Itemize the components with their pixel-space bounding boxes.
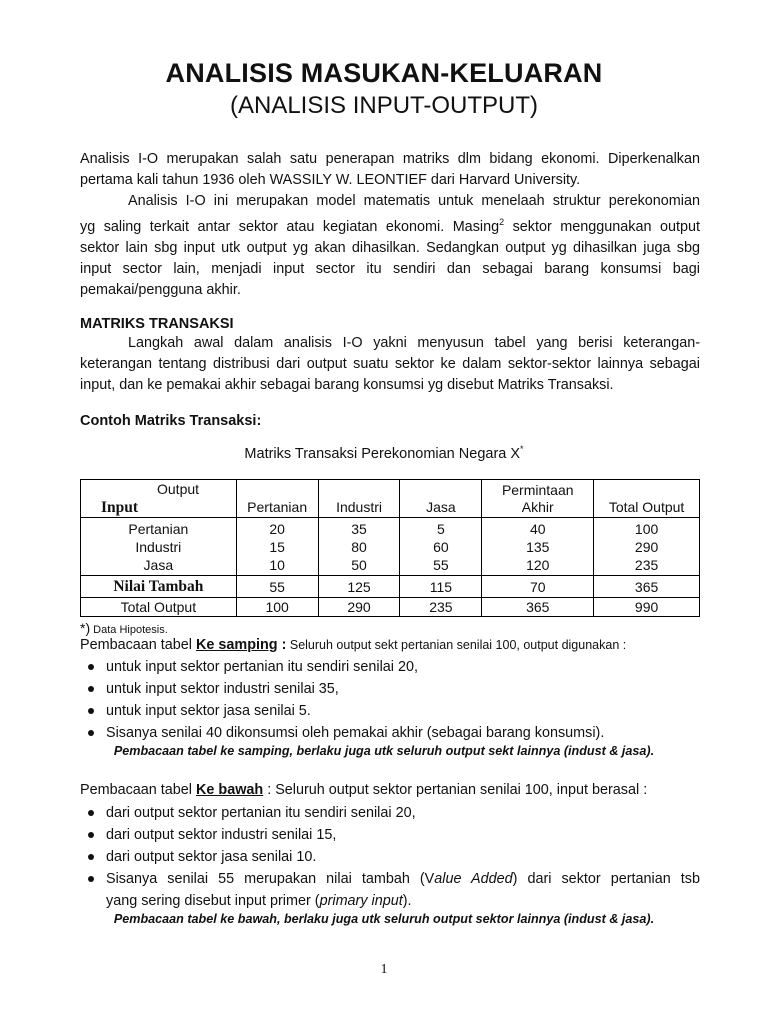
table-header-row — [81, 480, 700, 518]
table-cell: 55 — [236, 576, 318, 598]
list-item: dari output sektor pertanian itu sendiri senilai 20, — [80, 802, 700, 824]
list-item: untuk input sektor jasa senilai 5. — [80, 700, 604, 722]
table-cell: 115 — [400, 576, 482, 598]
total-output-row — [81, 598, 700, 617]
intro-line: pemakai/pengguna akhir. — [80, 281, 241, 298]
intro-line: sektor lain sbg input utk output yg akan dihasilkan. Sedangkan output yg dihasilkan juga sbg — [80, 239, 700, 256]
table-cell: 365 — [594, 576, 700, 598]
header-jasa: Jasa — [400, 480, 482, 518]
header-permintaan-akhir: Permintaan Akhir — [482, 480, 594, 518]
bawah-intro: Pembacaan tabel Ke bawah : Seluruh output sektor pertanian senilai 100, input berasal : — [80, 782, 648, 798]
list-item: Sisanya senilai 55 merupakan nilai tambah (Value Added) dari sektor pertanian tsb yang sering disebut input primer (primary input). — [80, 868, 700, 912]
nilai-tambah-label: Nilai Tambah — [81, 576, 237, 598]
col-industri: 35 80 50 — [318, 518, 400, 576]
header-total-output: Total Output — [594, 480, 700, 518]
samping-list — [80, 656, 604, 744]
table-cell: 235 — [400, 598, 482, 617]
nilai-tambah-row — [81, 576, 700, 598]
intro-line: Analisis I-O ini merupakan model matematis untuk menelaah struktur perekonomian — [128, 193, 700, 209]
matriks-line: Langkah awal dalam analisis I-O yakni menyusun tabel yang berisi keterangan- — [128, 335, 700, 351]
list-item: untuk input sektor pertanian itu sendiri senilai 20, — [80, 656, 604, 678]
samping-intro: Pembacaan tabel Ke samping : Seluruh output sekt pertanian senilai 100, output digunakan : — [80, 637, 627, 653]
data-note: *) Data Hipotesis. — [80, 620, 168, 636]
table-caption: Matriks Transaksi Perekonomian Negara X* — [244, 444, 524, 462]
matriks-line: input, dan ke pemakai akhir sebagai barang konsumsi yg disebut Matriks Transaksi. — [80, 377, 614, 393]
table-cell: 125 — [318, 576, 400, 598]
table-cell: 990 — [594, 598, 700, 617]
intro-line: Analisis I-O merupakan salah satu penerapan matriks dlm bidang ekonomi. Diperkenalkan — [80, 151, 700, 167]
bawah-list — [80, 802, 700, 912]
col-jasa: 5 60 55 — [400, 518, 482, 576]
col-akhir: 40 135 120 — [482, 518, 594, 576]
matriks-line: keterangan tentang distribusi dari output suatu sektor ke dalam sektor-sektor lainnya sebagai — [80, 356, 700, 372]
intro-paragraph — [80, 149, 700, 301]
table-cell: 290 — [318, 598, 400, 617]
matriks-paragraph — [80, 333, 700, 396]
intro-line: pertama kali tahun 1936 oleh WASSILY W. LEONTIEF dari Harvard University. — [80, 172, 581, 188]
table-cell: 100 — [236, 598, 318, 617]
page-number: 1 — [380, 962, 388, 977]
table-cell: 365 — [482, 598, 594, 617]
list-item: untuk input sektor industri senilai 35, — [80, 678, 604, 700]
col-total: 100 290 235 — [594, 518, 700, 576]
section-heading-matriks: MATRIKS TRANSAKSI — [80, 316, 234, 332]
table-cell: 70 — [482, 576, 594, 598]
total-output-label: Total Output — [81, 598, 237, 617]
list-item: dari output sektor industri senilai 15, — [80, 824, 700, 846]
intro-line: input sector lain, menjadi input sector itu sendiri dan sebagai barang konsumsi bagi — [80, 260, 700, 277]
intro-line: yg saling terkait antar sektor atau kegiatan ekonomi. Masing$^2$ sektor menggunakan output — [80, 217, 700, 235]
row-labels: Pertanian Industri Jasa — [81, 518, 237, 576]
samping-emphasis: Pembacaan tabel ke samping, berlaku juga utk seluruh output sekt lainnya (indust & jasa). — [113, 744, 655, 758]
header-pertanian: Pertanian — [236, 480, 318, 518]
list-item: Sisanya senilai 40 dikonsumsi oleh pemakai akhir (sebagai barang konsumsi). — [80, 722, 604, 744]
page-subtitle: (ANALISIS INPUT-OUTPUT) — [229, 92, 539, 119]
col-pertanian: 20 15 10 — [236, 518, 318, 576]
corner-cell: Output Input — [81, 480, 237, 518]
list-item: dari output sektor jasa senilai 10. — [80, 846, 700, 868]
table-row — [81, 518, 700, 576]
transaction-matrix-table — [80, 479, 700, 617]
bawah-emphasis: Pembacaan tabel ke bawah, berlaku juga utk seluruh output sektor lainnya (indust & jasa). — [113, 912, 655, 926]
header-industri: Industri — [318, 480, 400, 518]
section-heading-contoh: Contoh Matriks Transaksi: — [80, 413, 262, 429]
page-title: ANALISIS MASUKAN-KELUARAN — [165, 58, 603, 88]
